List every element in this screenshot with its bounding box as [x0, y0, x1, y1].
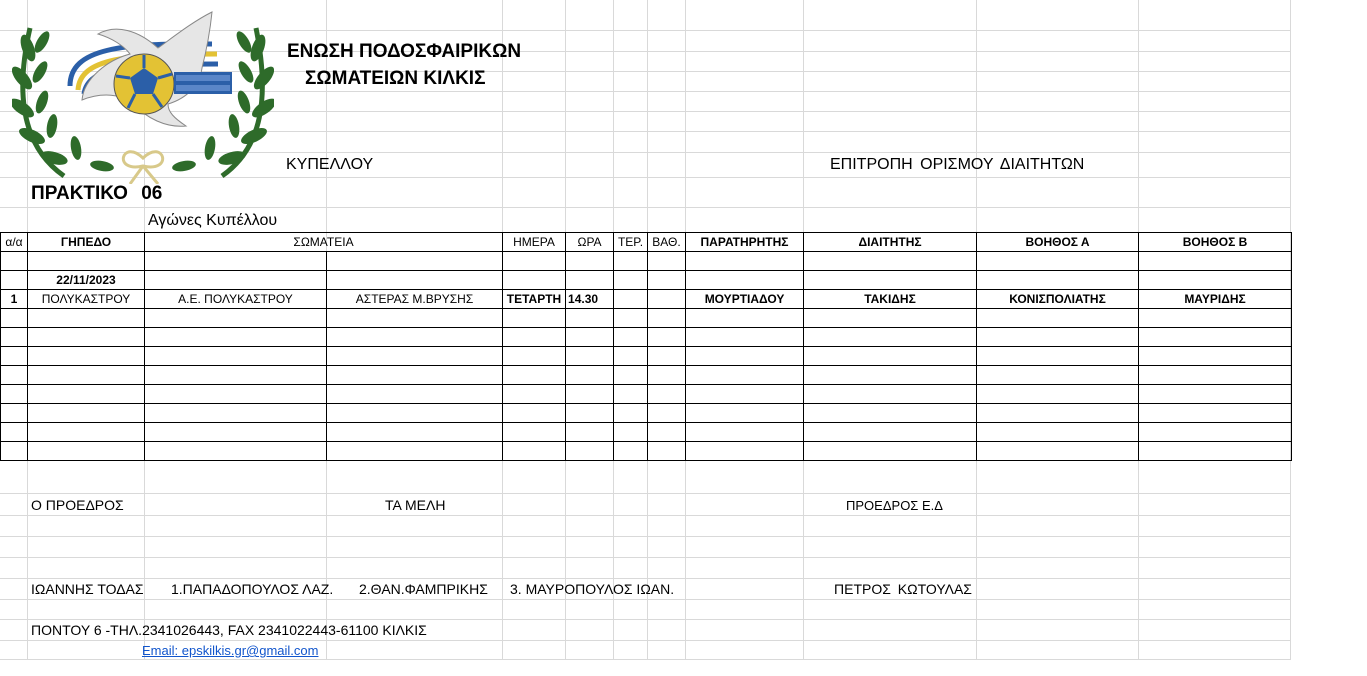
- header-no: α/α: [1, 233, 28, 252]
- table-row: [1, 290, 1292, 309]
- table-row: [1, 252, 1292, 271]
- table-row: [1, 442, 1292, 461]
- cup-label: ΚΥΠΕΛΛΟΥ: [286, 156, 374, 173]
- member-1-name: 1.ΠΑΠΑΔΟΠΟΥΛΟΣ ΛΑΖ.: [171, 581, 334, 597]
- table-row: [1, 309, 1292, 328]
- federation-logo: [12, 8, 274, 184]
- match-day: ΤΕΤΑΡΤΗ: [503, 290, 566, 309]
- table-row: [1, 366, 1292, 385]
- match-date: 22/11/2023: [28, 271, 145, 290]
- subtitle: Αγώνες Κυπέλλου: [148, 212, 278, 229]
- header-stadium: ΓΗΠΕΔΟ: [28, 233, 145, 252]
- match-assistant-a: ΚΟΝΙΣΠΟΛΙΑΤΗΣ: [977, 290, 1139, 309]
- table-row: [1, 328, 1292, 347]
- header-vath: ΒΑΘ.: [648, 233, 686, 252]
- header-referee: ΔΙΑΙΤΗΤΗΣ: [804, 233, 977, 252]
- committee-label: ΕΠΙΤΡΟΠΗ ΟΡΙΣΜΟΥ ΔΙΑΙΤΗΤΩΝ: [830, 156, 1085, 173]
- match-stadium: ΠΟΛΥΚΑΣΤΡΟΥ: [28, 290, 145, 309]
- org-name-line2: ΣΩΜΑΤΕΙΩΝ ΚΙΛΚΙΣ: [305, 68, 486, 89]
- header-day: ΗΜΕΡΑ: [503, 233, 566, 252]
- header-observer: ΠΑΡΑΤΗΡΗΤΗΣ: [686, 233, 804, 252]
- committee-president-label: ΠΡΟΕΔΡΟΣ Ε.Δ: [846, 498, 943, 513]
- match-observer: ΜΟΥΡΤΙΑΔΟΥ: [686, 290, 804, 309]
- header-ter: ΤΕΡ.: [614, 233, 648, 252]
- president-label: Ο ΠΡΟΕΔΡΟΣ: [31, 497, 124, 513]
- match-home-team: Α.Ε. ΠΟΛΥΚΑΣΤΡΟΥ: [145, 290, 327, 309]
- ribbon-bow-icon: [123, 152, 162, 184]
- table-date-row: [1, 271, 1292, 290]
- table-row: [1, 385, 1292, 404]
- table-row: [1, 404, 1292, 423]
- match-away-team: ΑΣΤΕΡΑΣ Μ.ΒΡΥΣΗΣ: [327, 290, 503, 309]
- football-icon: [114, 54, 174, 114]
- members-label: ΤΑ ΜΕΛΗ: [385, 497, 446, 513]
- header-assistant-a: ΒΟΗΘΟΣ Α: [977, 233, 1139, 252]
- minutes-title: ΠΡΑΚΤΙΚΟ 06: [31, 183, 163, 204]
- match-referee: ΤΑΚΙΔΗΣ: [804, 290, 977, 309]
- header-time: ΩΡΑ: [566, 233, 614, 252]
- committee-president-name: ΠΕΤΡΟΣ ΚΩΤΟΥΛΑΣ: [834, 581, 972, 597]
- match-no: 1: [1, 290, 28, 309]
- address-line: ΠΟΝΤΟΥ 6 -ΤΗΛ.2341026443, FAX 2341022443-61100 ΚΙΛΚΙΣ: [31, 622, 427, 638]
- president-name: ΙΩΑΝΝΗΣ ΤΟΔΑΣ: [31, 581, 144, 597]
- org-name-line1: ΕΝΩΣΗ ΠΟΔΟΣΦΑΙΡΙΚΩΝ: [287, 41, 522, 62]
- table-row: [1, 347, 1292, 366]
- match-assistant-b: ΜΑΥΡΙΔΗΣ: [1139, 290, 1292, 309]
- table-row: [1, 423, 1292, 442]
- email-link[interactable]: Email: epskilkis.gr@gmail.com: [142, 643, 319, 658]
- table-header-row: [1, 233, 1292, 252]
- matches-table: [0, 232, 1292, 461]
- match-time: 14.30: [566, 290, 614, 309]
- member-2-name: 2.ΘΑΝ.ΦΑΜΠΡΙΚΗΣ: [359, 581, 488, 597]
- member-3-name: 3. ΜΑΥΡΟΠΟΥΛΟΣ ΙΩΑΝ.: [510, 581, 675, 597]
- header-assistant-b: ΒΟΗΘΟΣ Β: [1139, 233, 1292, 252]
- header-clubs: ΣΩΜΑΤΕΙΑ: [145, 233, 503, 252]
